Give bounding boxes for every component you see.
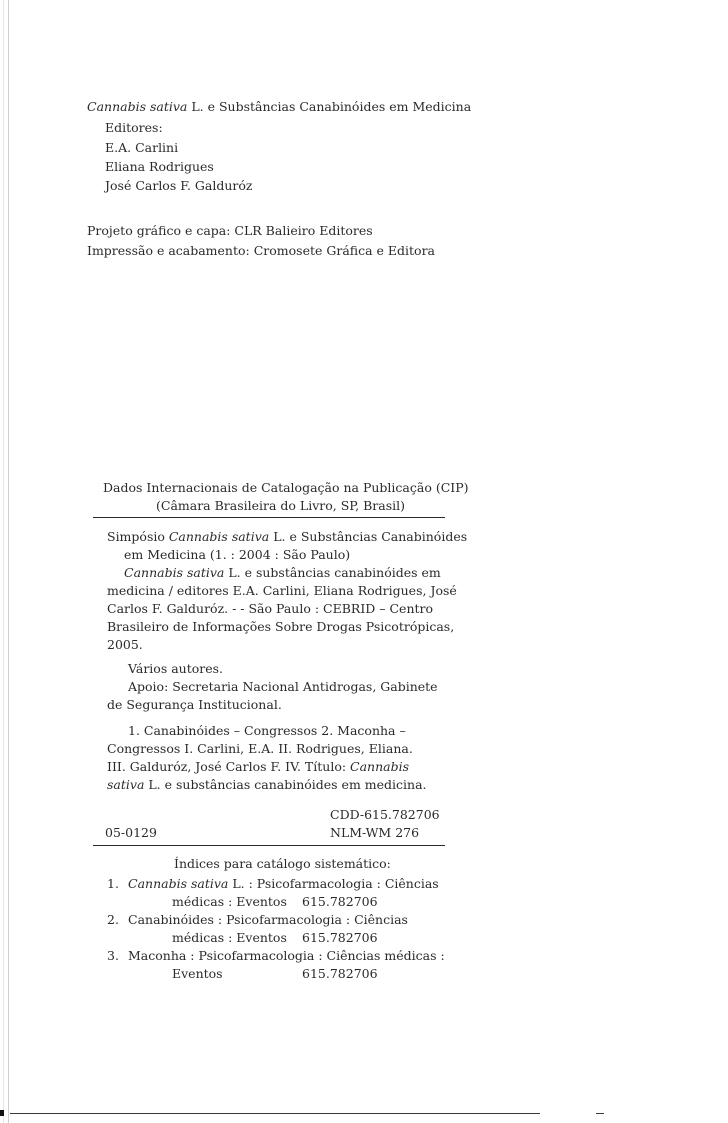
page-edge-shadow: [3, 0, 4, 1123]
index-item-code: 615.782706: [302, 930, 378, 945]
cip-note-line: Apoio: Secretaria Nacional Antidrogas, Gabinete: [128, 679, 438, 694]
cip-entry-text: Simpósio: [107, 529, 169, 544]
index-item-line: Eventos: [172, 966, 223, 981]
index-item-code: 615.782706: [302, 894, 378, 909]
cip-entry-text: L. e Substâncias Canabinóides: [269, 529, 468, 544]
index-item-italic: Cannabis sativa: [128, 876, 229, 891]
cip-top-rule: [93, 517, 445, 518]
nlm-code: NLM-WM 276: [330, 825, 420, 840]
footer-dash: [596, 1113, 604, 1114]
cip-note-line: Vários autores.: [128, 661, 224, 676]
index-heading: Índices para catálogo sistemático:: [174, 856, 391, 871]
index-item-line: Maconha : Psicofarmacologia : Ciências médicas :: [128, 948, 445, 963]
cip-entry-line: Carlos F. Galduróz. - - São Paulo : CEBRID – Centro: [107, 601, 434, 616]
index-item-line: Canabinóides : Psicofarmacologia : Ciências: [128, 912, 408, 927]
cip-subject-italic: Cannabis: [350, 759, 410, 774]
index-item-code: 615.782706: [302, 966, 378, 981]
editor-name: José Carlos F. Galduróz: [105, 178, 253, 193]
index-item-number: 2.: [107, 912, 119, 927]
cip-subject-line: 1. Canabinóides – Congressos 2. Maconha –: [128, 723, 406, 738]
cip-subject-line: [107, 758, 409, 776]
index-item-number: 3.: [107, 948, 119, 963]
cip-subject-line: Congressos I. Carlini, E.A. II. Rodrigues, Eliana.: [107, 741, 413, 756]
cip-subheading: (Câmara Brasileira do Livro, SP, Brasil): [156, 498, 406, 513]
index-item-number: 1.: [107, 876, 119, 891]
book-title-rest: L. e Substâncias Canabinóides em Medicina: [187, 99, 472, 114]
cip-subject-text: L. e substâncias canabinóides em medicina.: [144, 777, 427, 792]
editor-name: E.A. Carlini: [105, 140, 179, 155]
cip-entry-line: Brasileiro de Informações Sobre Drogas Psicotrópicas,: [107, 619, 455, 634]
index-item-line: [128, 875, 439, 893]
index-item-text: L. : Psicofarmacologia : Ciências: [228, 876, 439, 891]
cip-subject-line: [107, 776, 427, 794]
credit-design: Projeto gráfico e capa: CLR Balieiro Editores: [87, 223, 373, 238]
cip-note-line: de Segurança Institucional.: [107, 697, 282, 712]
book-title: [87, 98, 471, 116]
scan-mark: [0, 1110, 4, 1116]
cip-subject-text: III. Galduróz, José Carlos F. IV. Título:: [107, 759, 351, 774]
cip-bottom-rule: [93, 845, 445, 846]
cip-entry-line: [107, 528, 467, 546]
cip-subject-italic: sativa: [107, 777, 145, 792]
footer-rule: [10, 1113, 540, 1114]
cip-entry-line: em Medicina (1. : 2004 : São Paulo): [124, 547, 351, 562]
book-title-italic: Cannabis sativa: [87, 99, 188, 114]
cip-heading: Dados Internacionais de Catalogação na Publicação (CIP): [103, 480, 469, 495]
editors-label: Editores:: [105, 120, 163, 135]
cip-entry-line: medicina / editores E.A. Carlini, Eliana Rodrigues, José: [107, 583, 457, 598]
cip-entry-italic: Cannabis sativa: [168, 529, 270, 544]
credit-printing: Impressão e acabamento: Cromosete Gráfica e Editora: [87, 243, 436, 258]
cip-entry-line: 2005.: [107, 637, 143, 652]
cip-entry-italic: Cannabis sativa: [124, 565, 225, 580]
page-edge-line: [8, 0, 9, 1123]
record-number: 05-0129: [105, 825, 157, 840]
cip-entry-line: [124, 564, 441, 582]
index-item-line: médicas : Eventos: [172, 930, 287, 945]
editor-name: Eliana Rodrigues: [105, 159, 214, 174]
cdd-code: CDD-615.782706: [330, 807, 440, 822]
index-item-line: médicas : Eventos: [172, 894, 287, 909]
cip-entry-text: L. e substâncias canabinóides em: [224, 565, 441, 580]
